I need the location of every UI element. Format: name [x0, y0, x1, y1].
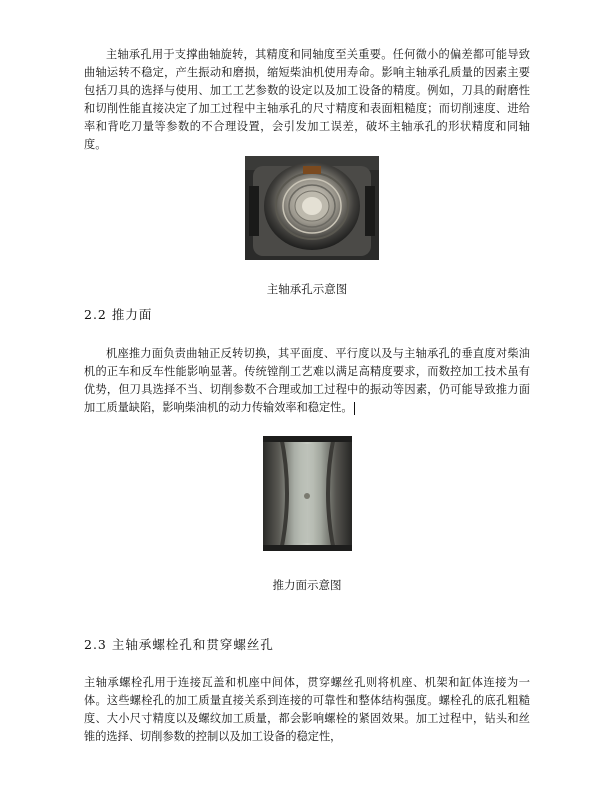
paragraph-thrust-face-text: 机座推力面负责曲轴正反转切换，其平面度、平行度以及与主轴承孔的垂直度对柴油机的正车和反车性能影响显著。传统镗削工艺难以满足高精度要求，而数控加工技术虽有优势，但刀具选择不当、切削参数不合理或加工过程中的振动等因素，仍可能导致推力面加工质量缺陷，影响柴油机的动力传输效率和稳定性。: [84, 347, 530, 414]
paragraph-main-bearing-bore: 主轴承孔用于支撑曲轴旋转，其精度和同轴度至关重要。任何微小的偏差都可能导致曲轴运转不稳定，产生振动和磨损，缩短柴油机使用寿命。影响主轴承孔质量的因素主要包括刀具的选择与使用、加工工艺参数的设定以及加工设备的精度。例如，刀具的耐磨性和切削性能直接决定了加工过程中主轴承孔的尺寸精度和表面粗糙度；而切削速度、进给率和背吃刀量等参数的不合理设置，会引发加工误差，破坏主轴承孔的形状精度和同轴度。: [84, 48, 530, 151]
thrust-face-photo: [263, 436, 352, 551]
section-heading-thrust-face: 2.2 推力面: [84, 307, 153, 322]
section-heading-bolt-holes: 2.3 主轴承螺栓孔和贯穿螺丝孔: [84, 637, 274, 652]
text-cursor: [354, 402, 355, 415]
paragraph-thrust-face: [84, 345, 530, 417]
figure-caption-thrust-face: 推力面示意图: [272, 578, 342, 592]
paragraph-bolt-holes: 主轴承螺栓孔用于连接瓦盖和机座中间体，贯穿螺丝孔则将机座、机架和缸体连接为一体。这些螺栓孔的加工质量直接关系到连接的可靠性和整体结构强度。螺栓孔的底孔粗糙度、大小尺寸精度以及螺纹加工质量，都会影响螺栓的紧固效果。加工过程中，钻头和丝锥的选择、切削参数的控制以及加工设备的稳定性，: [84, 676, 530, 743]
figure-caption-main-bearing-bore: 主轴承孔示意图: [266, 282, 348, 296]
main-bearing-bore-photo: [245, 156, 379, 260]
